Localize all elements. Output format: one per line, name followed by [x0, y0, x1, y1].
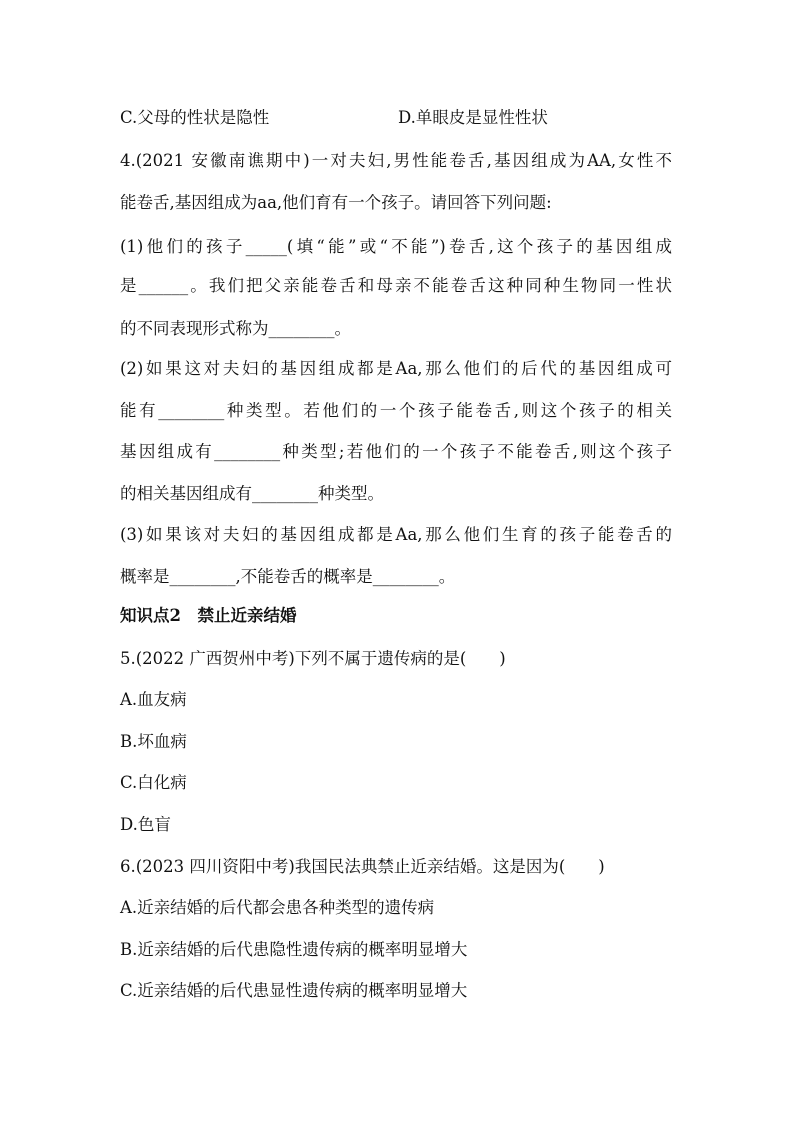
question-4-part-2-line-4: 的相关基因组成有________种类型。: [120, 484, 384, 503]
question-5-stem: 5.(2022 广西贺州中考)下列不属于遗传病的是( ): [120, 649, 506, 668]
question-4-line-1: 4.(2021 安徽南谯期中)一对夫妇,男性能卷舌,基因组成为AA,女性不: [120, 151, 672, 170]
question-4-part-1-line-1: (1)他们的孩子_____(填“能”或“不能”)卷舌,这个孩子的基因组成: [120, 237, 672, 256]
question-4-part-2-line-2: 能有________种类型。若他们的一个孩子能卷舌,则这个孩子的相关: [120, 401, 672, 420]
question-6-option-b: B.近亲结婚的后代患隐性遗传病的概率明显增大: [120, 940, 468, 959]
question-4-part-3-line-2: 概率是________,不能卷舌的概率是________。: [120, 567, 456, 586]
question-4-part-3-line-1: (3)如果该对夫妇的基因组成都是Aa,那么他们生育的孩子能卷舌的: [120, 525, 672, 544]
question-4-part-2-line-3: 基因组成有________种类型;若他们的一个孩子不能卷舌,则这个孩子: [120, 442, 672, 461]
question-5-option-b: B.坏血病: [120, 732, 187, 751]
options-row-q3: [120, 107, 548, 129]
question-6-option-a: A.近亲结婚的后代都会患各种类型的遗传病: [120, 898, 435, 917]
question-5-option-c: C.白化病: [120, 773, 187, 792]
question-4-part-1-line-2: 是______。我们把父亲能卷舌和母亲不能卷舌这种同种生物同一性状: [120, 276, 672, 295]
question-6-option-c: C.近亲结婚的后代患显性遗传病的概率明显增大: [120, 981, 468, 1000]
question-6-stem: 6.(2023 四川资阳中考)我国民法典禁止近亲结婚。这是因为( ): [120, 857, 605, 876]
section-heading: 知识点2 禁止近亲结婚: [120, 606, 297, 625]
question-5-option-d: D.色盲: [120, 815, 171, 834]
question-4-part-1-line-3: 的不同表现形式称为________。: [120, 319, 351, 338]
option-c-q3: C.父母的性状是隐性: [120, 108, 270, 127]
question-4-line-2: 能卷舌,基因组成为aa,他们育有一个孩子。请回答下列问题:: [120, 193, 552, 212]
question-4-part-2-line-1: (2)如果这对夫妇的基因组成都是Aa,那么他们的后代的基因组成可: [120, 359, 672, 378]
question-5-option-a: A.血友病: [120, 690, 187, 709]
option-d-q3: D.单眼皮是显性性状: [398, 108, 548, 127]
